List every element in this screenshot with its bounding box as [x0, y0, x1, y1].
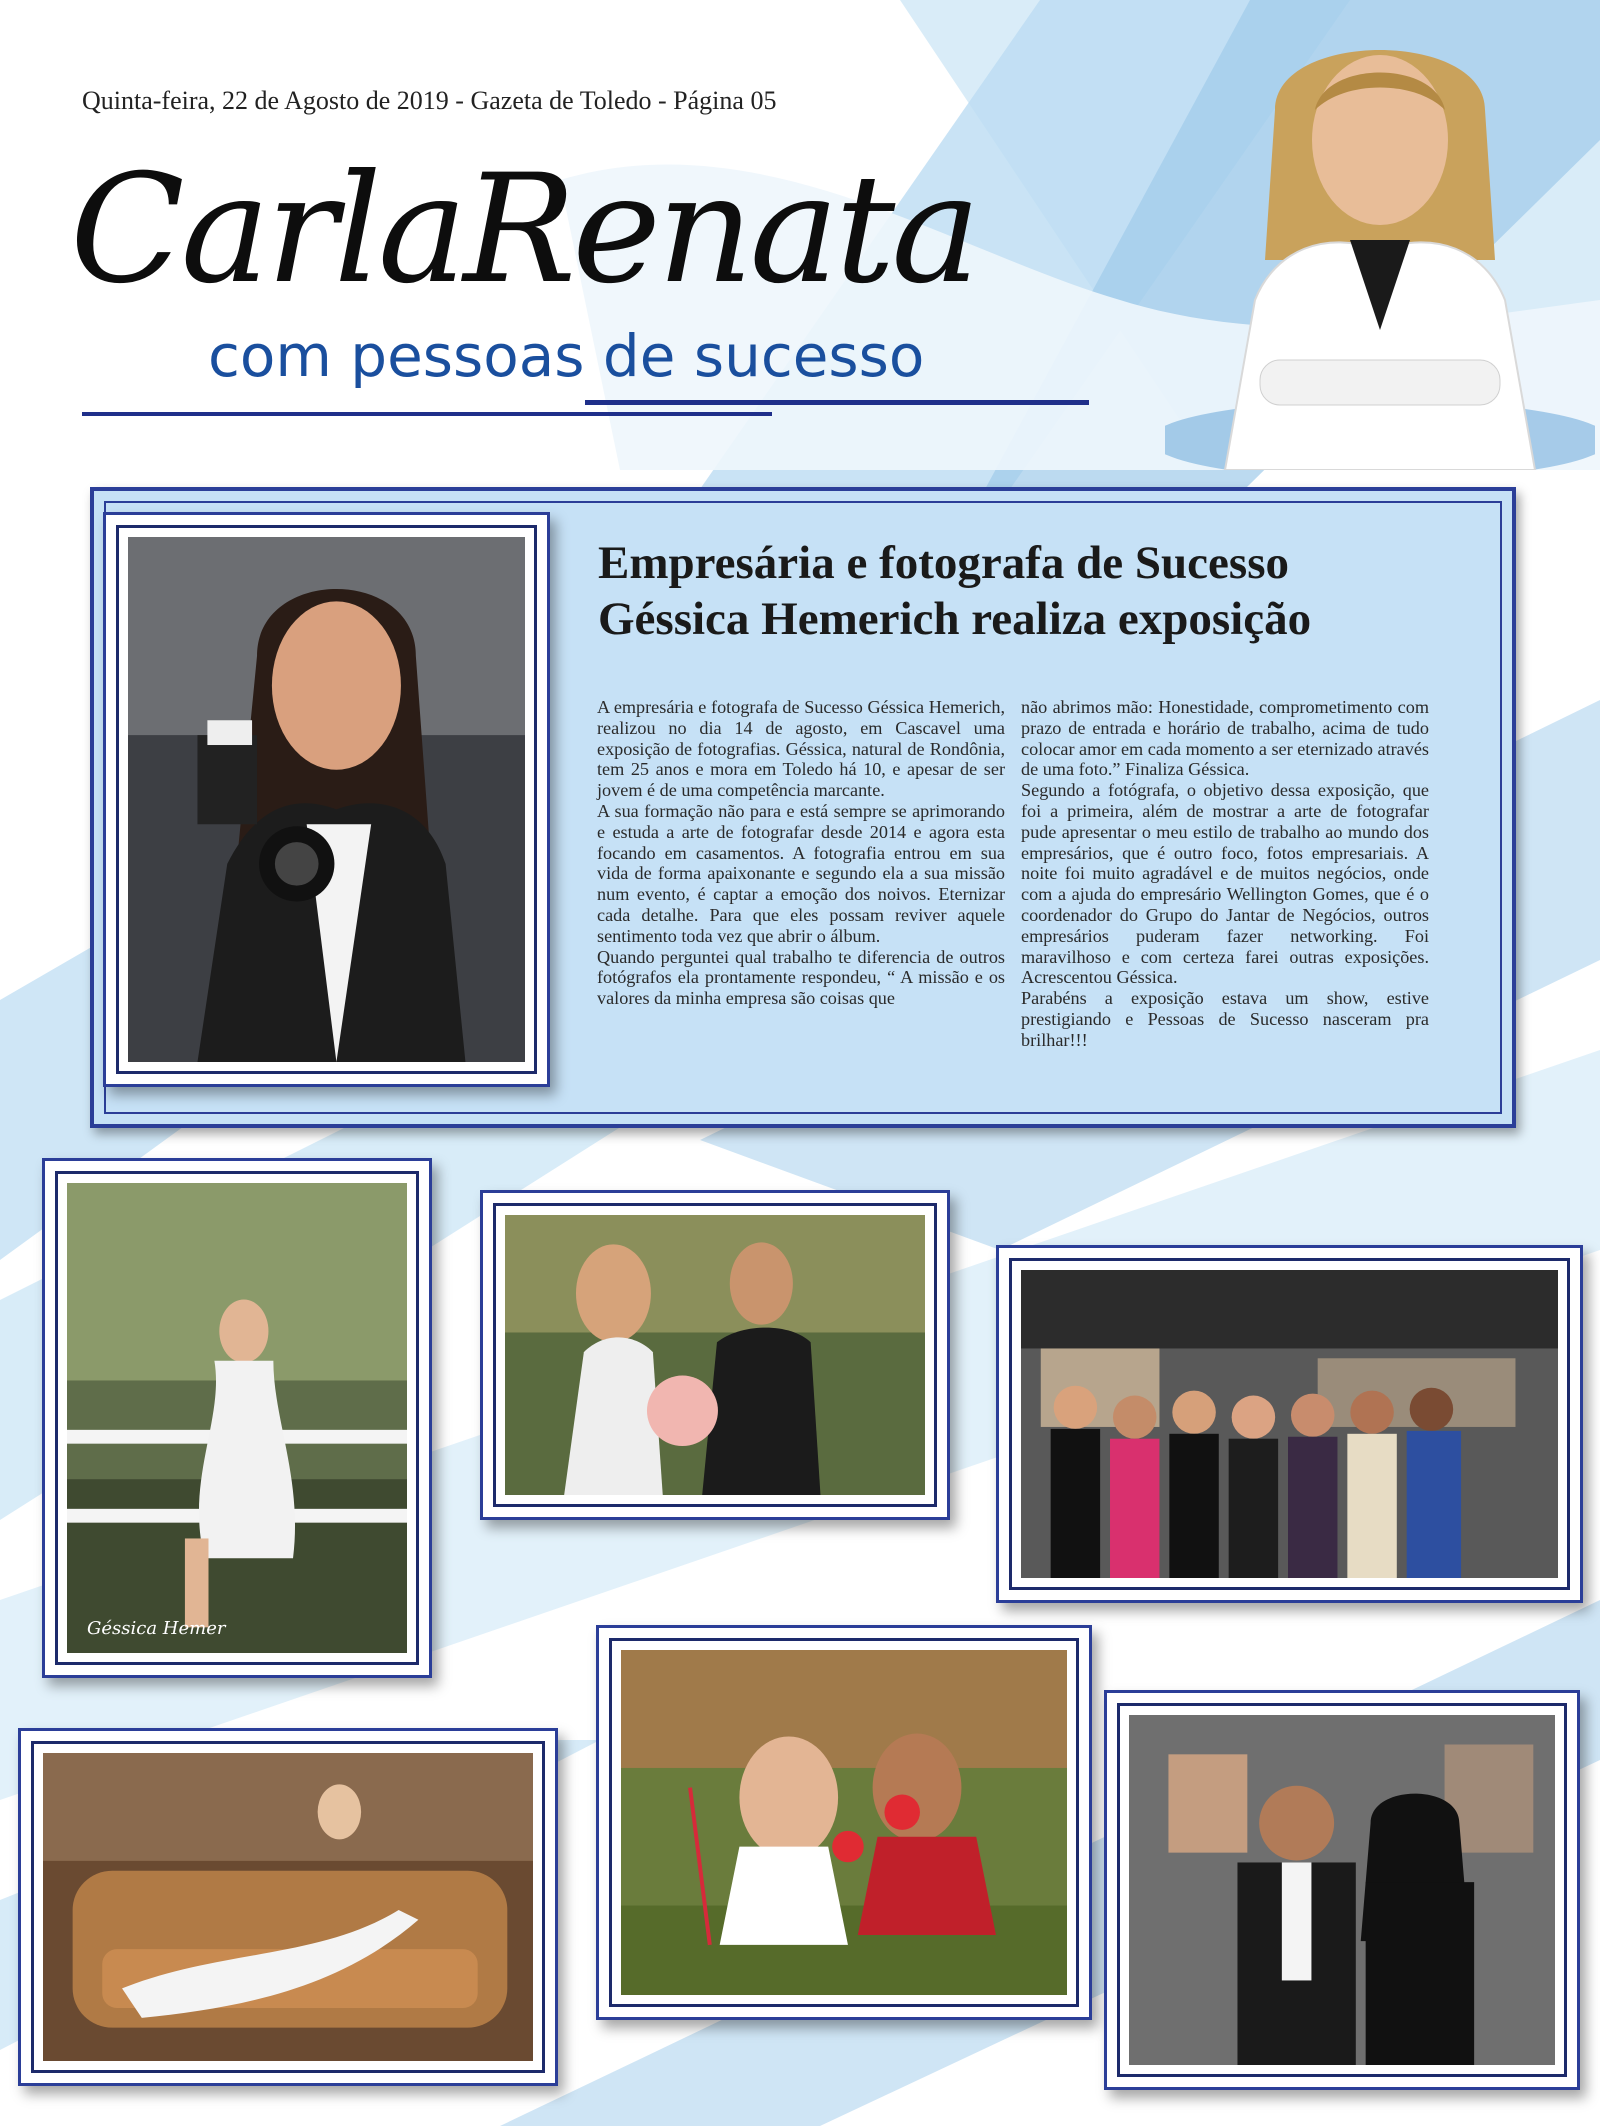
maternity-image	[67, 1183, 407, 1653]
columnist-portrait	[1165, 0, 1595, 470]
group-image	[1021, 1270, 1558, 1578]
bride-sofa-image	[43, 1753, 533, 2061]
photographer-image	[128, 537, 525, 1062]
photo-area	[43, 1753, 533, 2061]
paragraph: Quando perguntei qual trabalho te diferencia de outros fotógrafos ela prontamente respondeu, “ A missão e os valores da minha empresa são coisas que	[597, 946, 1005, 1009]
photo-area	[67, 1183, 407, 1653]
paragraph: Parabéns a exposição estava um show, estive prestigiando e Pessoas de Sucesso nasceram pra brilhar!!!	[1021, 988, 1429, 1050]
photo-area	[505, 1215, 925, 1495]
column-brand-title: CarlaRenata	[70, 143, 977, 317]
couple-lollipop-image	[621, 1650, 1067, 1995]
brand-underline-accent	[585, 400, 1089, 405]
gallery-photo-couple-lollipop	[596, 1625, 1092, 2020]
portrait-illustration	[1165, 0, 1595, 470]
photo-area	[621, 1650, 1067, 1995]
gallery-photo-bride-sofa	[18, 1728, 558, 2086]
article-column-2	[1021, 697, 1429, 1051]
headline-line-2: Géssica Hemerich realiza exposição	[598, 593, 1312, 645]
gallery-photo-group	[996, 1245, 1583, 1603]
brand-underline	[82, 412, 772, 416]
photo-area	[1129, 1715, 1555, 2065]
photo-area	[1021, 1270, 1558, 1578]
paragraph: não abrimos mão: Honestidade, comprometimento com prazo de entrada e horário de trabalho, acima de tudo colocar amor em cada momento a ser eternizado através de uma foto.” Finaliza Géssica.	[1021, 697, 1430, 780]
article-column-1	[597, 697, 1005, 1009]
gallery-photo-wedding-couple	[480, 1190, 950, 1520]
paragraph: A empresária e fotografa de Sucesso Géssica Hemerich, realizou no dia 14 de agosto, em Cascavel uma exposição de fotografias. Géssica, natural de Rondônia, tem 25 anos e mora em Toledo há 10, e apesar de ser jovem é de uma competência marcante.	[597, 697, 1005, 801]
paragraph: A sua formação não para e está sempre se aprimorando e estuda a arte de fotografar desde 2014 e agora esta focando em casamentos. A fotografia entrou em sua vida de forma apaixonante e segundo ela a sua missão num evento, é captar a emoção dos noivos. Eternizar cada detalhe. Para que eles possam reviver aquele sentimento toda vez que abrir o álbum.	[597, 800, 1005, 946]
photographer-watermark: Géssica Hemer	[87, 1618, 226, 1639]
gallery-photo-duo	[1104, 1690, 1580, 2090]
duo-image	[1129, 1715, 1555, 2065]
wedding-couple-image	[505, 1215, 925, 1495]
gallery-photo-maternity	[42, 1158, 432, 1678]
article-headline	[598, 535, 1478, 647]
paragraph: Segundo a fotógrafa, o objetivo dessa exposição, que foi a primeira, além de mostrar a arte de fotografar pude apresentar o meu estilo de trabalho ao mundo dos empresários, que é outro foco, fotos empresariais. A noite foi muito agradável e de muitos negócios, onde com a ajuda do empresário Wellington Gomes, que é o coordenador do Grupo do Jantar de Negócios, outros empresários puderam fazer networking. Foi maravilhoso e com certeza farei outras exposições. Acrescentou Géssica.	[1021, 780, 1429, 988]
featured-photo-photographer	[128, 537, 525, 1062]
featured-photo-frame	[103, 512, 550, 1087]
column-brand-tagline: com pessoas de sucesso	[208, 322, 925, 390]
headline-line-1: Empresária e fotografa de Sucesso	[598, 537, 1289, 589]
issue-date-line: Quinta-feira, 22 de Agosto de 2019 - Gazeta de Toledo - Página 05	[82, 86, 777, 115]
